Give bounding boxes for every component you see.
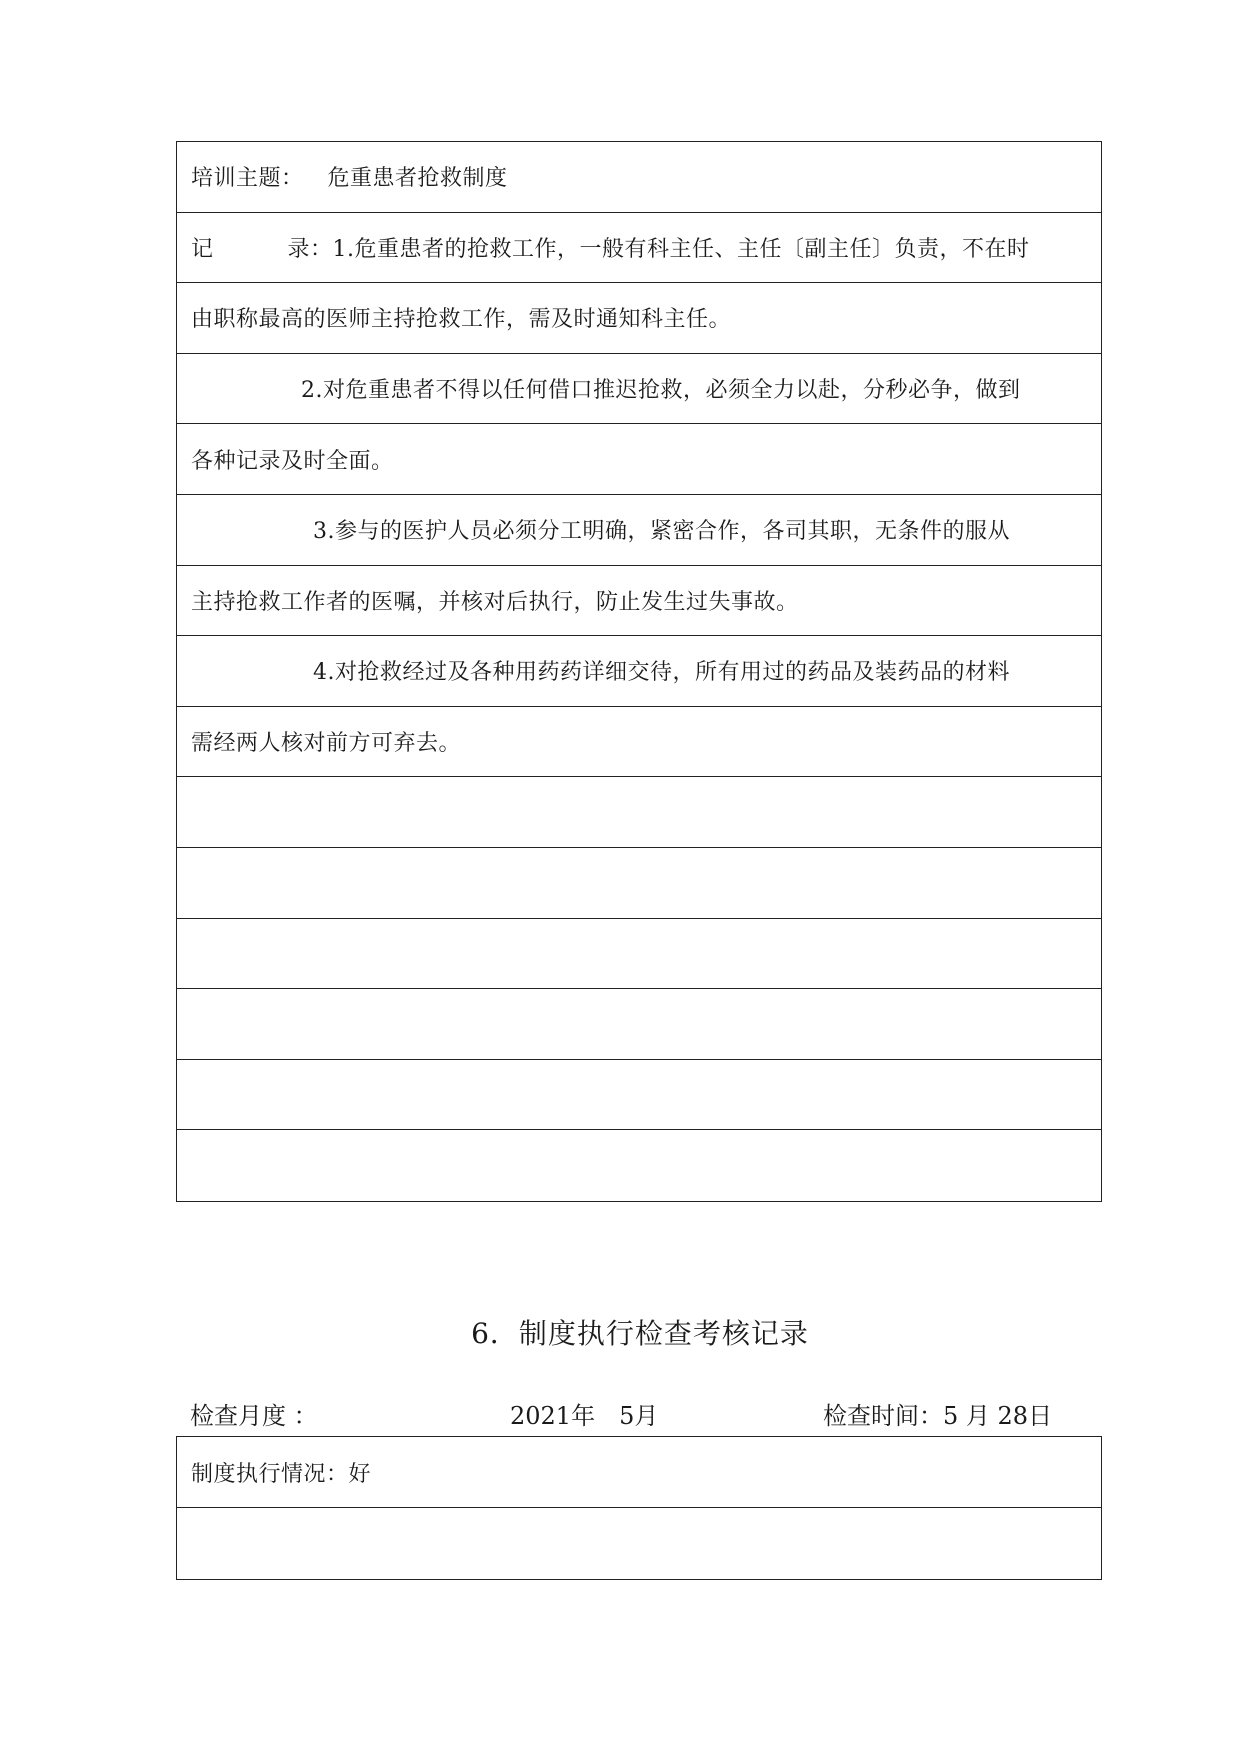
record-line-3: 2.对危重患者不得以任何借口推迟抢救，必须全力以赴，分秒必争，做到: [301, 378, 1021, 404]
table-row-empty: [177, 1060, 1101, 1131]
table-row-empty: [177, 777, 1101, 848]
execution-status: 制度执行情况：好: [191, 1461, 372, 1487]
table-row-status: [177, 1437, 1101, 1508]
table-row: [177, 354, 1101, 425]
record-label-1: 记: [191, 236, 214, 262]
training-record-table: [176, 141, 1102, 1202]
record-label-2: 录：: [287, 236, 333, 262]
table-row-empty: [177, 919, 1101, 990]
table-row: [177, 636, 1101, 707]
topic-label: 培训主题：: [191, 166, 304, 192]
record-line-1-wrap: [177, 232, 1030, 263]
topic-value: 危重患者抢救制度: [327, 166, 508, 192]
table-row: [177, 495, 1101, 566]
table-row: [177, 283, 1101, 354]
inspection-meta-row: [190, 1396, 1090, 1430]
table-row-empty: [177, 848, 1101, 919]
table-row-empty: [177, 1130, 1101, 1201]
table-row: [177, 213, 1101, 284]
table-row-topic: [177, 142, 1101, 213]
record-line-8: 需经两人核对前方可弃去。: [191, 731, 462, 757]
table-row: [177, 566, 1101, 637]
table-row-empty: [177, 989, 1101, 1060]
training-topic: [177, 161, 508, 192]
inspection-year-month: 2021年 5月: [510, 1402, 659, 1430]
record-line-1: 1.危重患者的抢救工作，一般有科主任、主任〔副主任〕负责，不在时: [332, 236, 1030, 262]
inspection-time: 检查时间：5 月 28日: [823, 1402, 1053, 1430]
inspection-month-label: 检查月度 ：: [190, 1402, 318, 1430]
record-line-2: 由职称最高的医师主持抢救工作，需及时通知科主任。: [191, 307, 732, 333]
table-row: [177, 707, 1101, 778]
table-row-empty: [177, 1508, 1101, 1579]
inspection-table: [176, 1436, 1102, 1580]
table-row: [177, 424, 1101, 495]
record-line-7: 4.对抢救经过及各种用药药详细交待，所有用过的药品及装药品的材料: [313, 660, 1010, 686]
record-line-5: 3.参与的医护人员必须分工明确，紧密合作，各司其职，无条件的服从: [313, 519, 1010, 545]
record-line-6: 主持抢救工作者的医嘱，并核对后执行，防止发生过失事故。: [191, 589, 799, 615]
record-line-4: 各种记录及时全面。: [191, 448, 394, 474]
section-title: 6．制度执行检查考核记录: [471, 1317, 809, 1350]
